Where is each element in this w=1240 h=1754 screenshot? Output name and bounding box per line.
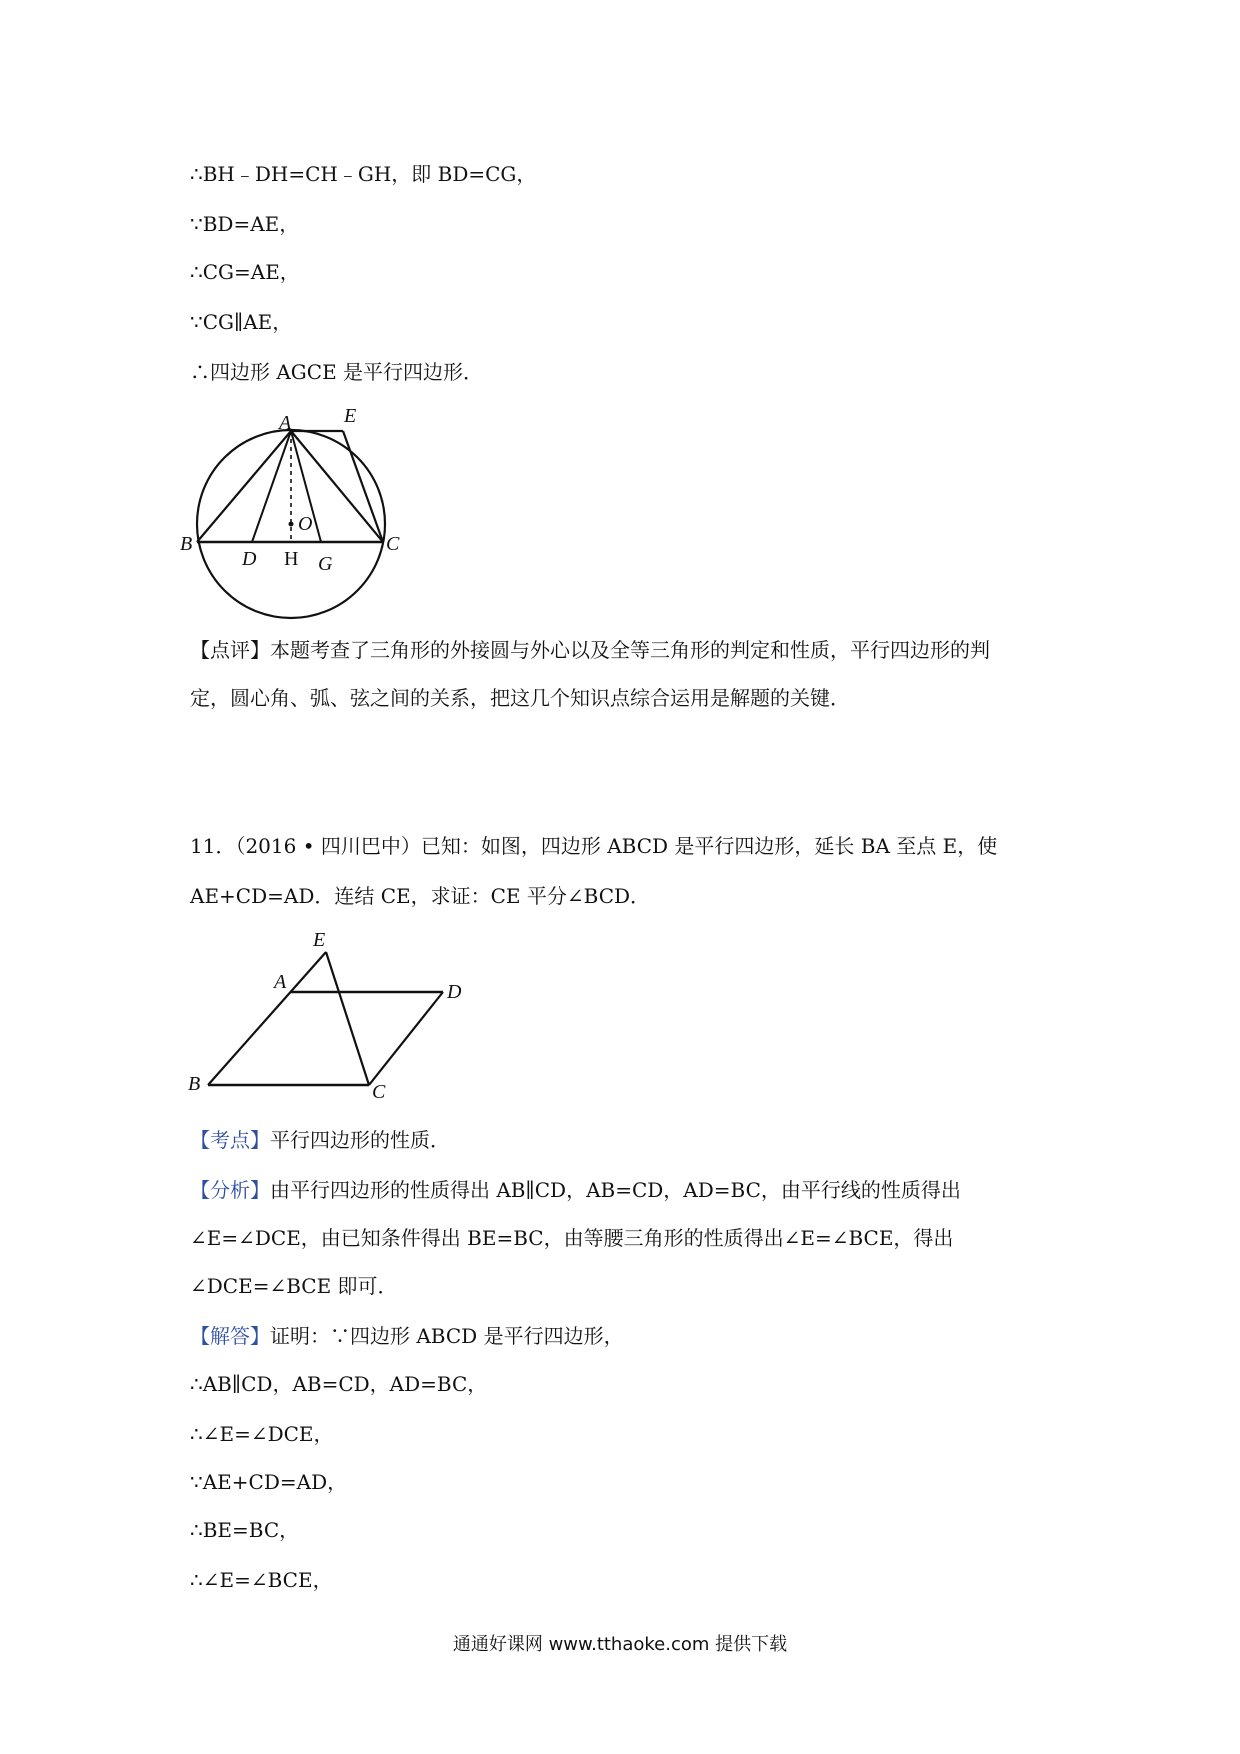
kaodian-tag: 【考点】 [190, 1128, 270, 1152]
fenxi-text: 由平行四边形的性质得出 AB∥CD，AB=CD，AD=BC，由平行线的性质得出 [270, 1178, 961, 1202]
label-h: H [284, 548, 299, 570]
proof-line: ∴四边形 AGCE 是平行四边形． [190, 360, 484, 384]
fenxi-line: ∠DCE=∠BCE 即可． [190, 1274, 398, 1298]
center-point [289, 522, 294, 527]
jieda-text: 证明：∵四边形 ABCD 是平行四边形， [270, 1324, 624, 1348]
segment-dc [369, 992, 443, 1085]
fenxi-line: ∠E=∠DCE，由已知条件得出 BE=BC，由等腰三角形的性质得出∠E=∠BCE，得出 [190, 1226, 954, 1250]
label-o: O [298, 513, 313, 535]
segment-ab [197, 431, 291, 542]
jieda-tag: 【解答】 [190, 1324, 270, 1348]
segment-ec [326, 952, 369, 1085]
jieda-step: ∵AE+CD=AD， [190, 1470, 348, 1494]
fenxi-line [190, 1176, 961, 1204]
label-e: E [344, 405, 357, 427]
kaodian-text: 平行四边形的性质． [270, 1128, 450, 1152]
proof-line: ∴BH﹣DH=CH﹣GH，即 BD=CG， [190, 162, 537, 186]
label-a: A [274, 971, 287, 993]
proof-line: ∵CG∥AE， [190, 310, 293, 334]
jieda-step: ∴∠E=∠DCE， [190, 1422, 334, 1446]
jieda-step: ∴∠E=∠BCE， [190, 1568, 333, 1592]
proof-line: ∴CG=AE， [190, 260, 300, 284]
jieda-line [190, 1322, 624, 1350]
problem-line: 11．（2016 • 四川巴中）已知：如图，四边形 ABCD 是平行四边形，延长 BA 至点 E，使 [190, 834, 998, 858]
page-footer: 通通好课网 www.tthaoke.com 提供下载 [452, 1634, 788, 1655]
problem-line: AE+CD=AD．连结 CE，求证：CE 平分∠BCD． [190, 884, 651, 908]
review-text: 本题考查了三角形的外接圆与外心以及全等三角形的判定和性质，平行四边形的判 [270, 638, 990, 662]
parallelogram-figure [180, 920, 480, 1100]
review-tag: 【点评】 [190, 638, 270, 662]
kaodian-line [190, 1126, 450, 1154]
label-g: G [318, 553, 333, 575]
jieda-step: ∴AB∥CD，AB=CD，AD=BC， [190, 1372, 488, 1396]
review-line [190, 636, 990, 664]
label-e: E [313, 929, 326, 951]
label-d: D [242, 548, 257, 570]
label-b: B [188, 1073, 201, 1095]
proof-line: ∵BD=AE， [190, 212, 300, 236]
review-line: 定，圆心角、弧、弦之间的关系，把这几个知识点综合运用是解题的关键． [190, 686, 850, 710]
label-c: C [386, 533, 400, 555]
fenxi-tag: 【分析】 [190, 1178, 270, 1202]
label-c: C [372, 1081, 386, 1100]
circle-triangle-figure [180, 400, 420, 620]
jieda-step: ∴BE=BC， [190, 1518, 300, 1542]
label-d: D [447, 981, 462, 1003]
segment-be [208, 952, 326, 1085]
label-b: B [180, 533, 193, 555]
segment-ad [252, 431, 291, 542]
label-a: A [279, 412, 292, 434]
